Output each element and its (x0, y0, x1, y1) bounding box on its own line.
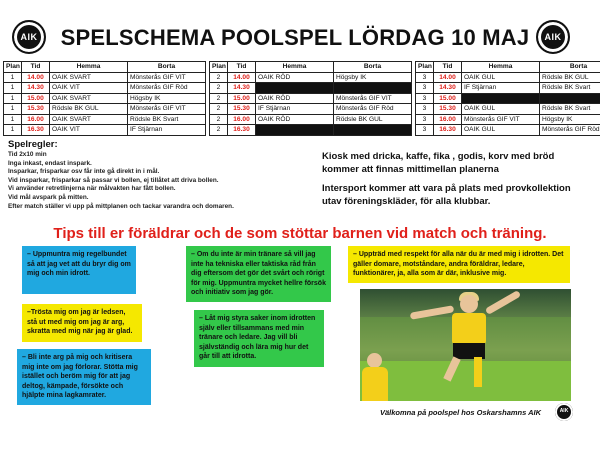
match-home-team: OAIK RÖD (256, 72, 334, 83)
rule-line: Vid insparkar, frisparkar så passar vi bollen, ej tillåtet att driva bollen. (8, 176, 219, 184)
match-home-team: Mönsterås GIF VIT (462, 114, 540, 125)
match-plan: 1 (4, 114, 22, 125)
col-tid: Tid (22, 62, 50, 73)
col-plan: Plan (210, 62, 228, 73)
col-borta: Borta (540, 62, 600, 73)
schedule-row (4, 83, 600, 94)
match-home-team: OAIK SVART (50, 72, 128, 83)
match-time: 15.30 (434, 104, 462, 115)
club-logo-left: AIK (12, 20, 46, 54)
tip-note-independence: – Låt mig styra saker inom idrotten själv eller tillsammans med min tränare och ledare. Jag vill bli självständig och lära mig hur det går till att idrotta. (194, 310, 324, 367)
match-plan: 2 (210, 104, 228, 115)
col-hemma: Hemma (50, 62, 128, 73)
match-home-team (462, 93, 540, 104)
match-time: 16.00 (434, 114, 462, 125)
match-time: 16.00 (22, 114, 50, 125)
schedule-row (4, 114, 600, 125)
match-plan: 3 (416, 125, 434, 136)
rules-title: Spelregler: (8, 139, 58, 150)
tip-note-coaching: – Om du inte är min tränare så vill jag inte ha tekniska eller taktiska råd från dig eftersom det gör det svårt och rörigt för mig. Uppmuntra mycket hellre försök och initiativ som jag gör. (186, 246, 331, 302)
match-away-team: Mönsterås GIF VIT (334, 93, 412, 104)
match-plan: 2 (210, 125, 228, 136)
tip-note-respect: – Uppträd med respekt för alla när du är med mig i idrotten. Det gäller domare, motståndare, andra föräldrar, ledare, funktionärer, ja, alla som är där, inklusive mig. (348, 246, 570, 283)
match-time: 15.30 (22, 104, 50, 115)
schedule-row (4, 93, 600, 104)
match-home-team: OAIK GUL (462, 104, 540, 115)
rule-line: Vid mål avspark på mitten. (8, 193, 89, 201)
match-plan: 1 (4, 104, 22, 115)
match-home-team (256, 125, 334, 136)
match-time: 15.00 (22, 93, 50, 104)
col-tid: Tid (434, 62, 462, 73)
match-home-team: IF Stjärnan (256, 104, 334, 115)
col-borta: Borta (128, 62, 206, 73)
intersport-info: Intersport kommer att vara på plats med provkollektion utav föreningskläder, för alla klubbar. (322, 183, 571, 207)
match-home-team: OAIK SVART (50, 114, 128, 125)
kiosk-info: Kiosk med dricka, kaffe, fika , godis, korv med bröd kommer att finnas mittimellan planerna (322, 151, 555, 175)
club-logo-small: AIK (555, 403, 573, 421)
match-away-team: Högsby IK (128, 93, 206, 104)
match-plan: 2 (210, 83, 228, 94)
match-home-team: OAIK GUL (462, 125, 540, 136)
match-away-team: Rödsle BK Svart (540, 104, 600, 115)
match-home-team: OAIK SVART (50, 93, 128, 104)
match-plan: 3 (416, 83, 434, 94)
match-plan: 2 (210, 93, 228, 104)
match-away-team: Mönsterås GIF Röd (334, 104, 412, 115)
match-plan: 3 (416, 72, 434, 83)
col-borta: Borta (334, 62, 412, 73)
schedule-table (3, 61, 600, 136)
col-plan: Plan (416, 62, 434, 73)
schedule-row (4, 72, 600, 83)
match-time: 14.00 (22, 72, 50, 83)
schedule-row (4, 125, 600, 136)
tips-title: Tips till er föräldrar och de som stöttar barnen vid match och träning. (53, 225, 547, 242)
match-home-team: OAIK VIT (50, 125, 128, 136)
match-plan: 1 (4, 93, 22, 104)
match-plan: 2 (210, 114, 228, 125)
col-hemma: Hemma (256, 62, 334, 73)
match-away-team: Mönsterås GIF Röd (128, 83, 206, 94)
match-home-team: OAIK RÖD (256, 114, 334, 125)
celebrating-player-photo (360, 289, 571, 401)
match-home-team: IF Stjärnan (462, 83, 540, 94)
match-away-team: Rödsle BK Svart (540, 83, 600, 94)
col-plan: Plan (4, 62, 22, 73)
match-time: 16.30 (434, 125, 462, 136)
match-plan: 1 (4, 125, 22, 136)
match-home-team (256, 83, 334, 94)
match-time: 14.30 (434, 83, 462, 94)
col-hemma: Hemma (462, 62, 540, 73)
match-away-team: Mönsterås GIF Röd (540, 125, 600, 136)
match-time: 14.00 (228, 72, 256, 83)
tip-note-encourage: – Uppmuntra mig regelbundet så att jag vet att du bryr dig om mig och min idrott. (22, 246, 136, 294)
match-plan: 1 (4, 72, 22, 83)
game-rules (8, 139, 308, 211)
match-home-team: OAIK GUL (462, 72, 540, 83)
rule-line: Efter match ställer vi upp på mittplanen och tackar varandra och domaren. (8, 202, 234, 210)
rule-line: Inga inkast, endast inspark. (8, 159, 92, 167)
col-tid: Tid (228, 62, 256, 73)
match-away-team: Rödsle BK Svart (128, 114, 206, 125)
match-away-team: Högsby IK (540, 114, 600, 125)
match-time: 16.30 (228, 125, 256, 136)
match-away-team (334, 83, 412, 94)
match-home-team: OAIK RÖD (256, 93, 334, 104)
match-time: 15.30 (228, 104, 256, 115)
match-time: 16.30 (22, 125, 50, 136)
event-info (322, 150, 592, 208)
match-time: 14.30 (22, 83, 50, 94)
club-logo-right: AIK (536, 20, 570, 54)
match-home-team: Rödsle BK GUL (50, 104, 128, 115)
rule-line: Insparkar, frisparkar osv får inte gå direkt in i mål. (8, 168, 160, 176)
rule-line: Tid 2x10 min (8, 151, 47, 158)
tip-note-comfort: –Trösta mig om jag är ledsen, stå ut med mig om jag är arg, skratta med mig när jag är glad. (22, 304, 142, 342)
match-away-team: Rödsle BK GUL (540, 72, 600, 83)
match-time: 16.00 (228, 114, 256, 125)
welcome-caption: Välkomna på poolspel hos Oskarshamns AIK (379, 408, 542, 417)
match-plan: 3 (416, 104, 434, 115)
rule-line: Vi använder retretlinjerna när målvakten har fått bollen. (8, 185, 176, 193)
page-title: SPELSCHEMA POOLSPEL LÖRDAG 10 MAJ (60, 25, 530, 50)
match-plan: 3 (416, 93, 434, 104)
match-time: 15.00 (228, 93, 256, 104)
match-plan: 1 (4, 83, 22, 94)
match-time: 14.30 (228, 83, 256, 94)
match-away-team: Högsby IK (334, 72, 412, 83)
schedule-row (4, 104, 600, 115)
match-plan: 3 (416, 114, 434, 125)
match-away-team: IF Stjärnan (128, 125, 206, 136)
match-away-team: Mönsterås GIF VIT (128, 104, 206, 115)
match-away-team: Mönsterås GIF VIT (128, 72, 206, 83)
match-time: 15.00 (434, 93, 462, 104)
match-time: 14.00 (434, 72, 462, 83)
match-away-team (334, 125, 412, 136)
match-away-team (540, 93, 600, 104)
match-away-team: Rödsle BK GUL (334, 114, 412, 125)
tip-note-support: – Bli inte arg på mig och kritisera mig inte om jag förlorar. Stötta mig istället och beröm mig för att jag deltog, kämpade, försökte och hjälpte mina lagkamrater. (17, 349, 151, 405)
match-home-team: OAIK VIT (50, 83, 128, 94)
schedule-header-row (4, 62, 600, 73)
match-plan: 2 (210, 72, 228, 83)
